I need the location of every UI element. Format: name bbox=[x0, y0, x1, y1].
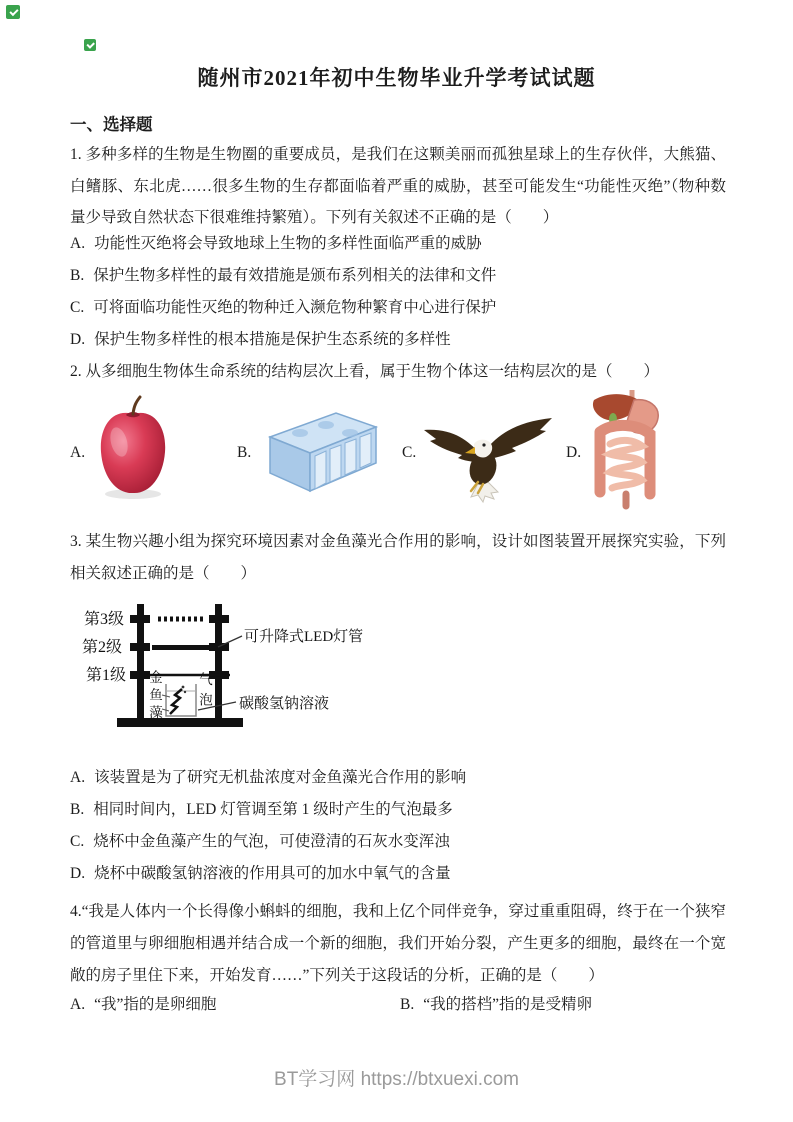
stand-base bbox=[117, 718, 243, 727]
option-label: C. bbox=[70, 833, 85, 850]
q3-option-a bbox=[70, 762, 750, 794]
q4-option-a bbox=[70, 992, 216, 1014]
q2-image-label-a: A. bbox=[70, 444, 86, 461]
option-text: 相同时间内，LED 灯管调至第 1 级时产生的气泡最多 bbox=[93, 801, 453, 818]
option-text: 保护生物多样性的根本措施是保护生态系统的多样性 bbox=[94, 331, 451, 348]
q2-image-label-c: C. bbox=[402, 444, 417, 461]
q3-option-d bbox=[70, 858, 750, 890]
apparatus-drawing bbox=[78, 598, 418, 740]
option-text: 该装置是为了研究无机盐浓度对金鱼藻光合作用的影响 bbox=[94, 769, 467, 786]
led-tube-label: 可升降式LED灯管 bbox=[244, 629, 364, 645]
option-label: D. bbox=[70, 865, 86, 882]
q1-option-a bbox=[70, 228, 750, 260]
option-label: A. bbox=[70, 769, 86, 786]
q4-option-b bbox=[400, 992, 592, 1014]
waterweed-label: 金鱼藻 bbox=[147, 670, 162, 723]
flying-eagle-image bbox=[420, 414, 556, 506]
experiment-apparatus-diagram bbox=[78, 598, 418, 740]
site-watermark: BT学习网 https://btxuexi.com bbox=[274, 1069, 519, 1090]
q3-option-b bbox=[70, 794, 750, 826]
option-label: B. bbox=[70, 267, 85, 284]
level3-label: 第3级 bbox=[84, 611, 125, 628]
solution-label: 碳酸氢钠溶液 bbox=[239, 696, 330, 712]
bubble-label: 气泡 bbox=[197, 672, 212, 713]
q1-option-c bbox=[70, 292, 750, 324]
section-heading: 一、选择题 bbox=[70, 115, 153, 134]
option-label: A. bbox=[70, 996, 86, 1013]
level2-label: 第2级 bbox=[82, 639, 123, 656]
q1-option-b bbox=[70, 260, 750, 292]
human-digestive-system-image bbox=[586, 388, 670, 510]
apple-stem bbox=[133, 397, 140, 414]
led-tube-level2 bbox=[152, 645, 218, 650]
q3-option-c bbox=[70, 826, 750, 858]
q2-image-label-b: B. bbox=[237, 444, 252, 461]
q1-options bbox=[70, 228, 750, 356]
page-title: 随州市2021年初中生物毕业升学考试试题 bbox=[197, 66, 596, 90]
level1-label: 第1级 bbox=[86, 667, 127, 684]
option-text: “我的搭档”指的是受精卵 bbox=[423, 996, 592, 1013]
option-label: B. bbox=[70, 801, 85, 818]
option-text: 功能性灭绝将会导致地球上生物的多样性面临严重的威胁 bbox=[94, 235, 482, 252]
small-intestine-shape bbox=[610, 440, 642, 488]
option-text: 可将面临功能性灭绝的物种迁入濒危物种繁育中心进行保护 bbox=[93, 299, 497, 316]
green-check-stamp-icon bbox=[84, 39, 96, 51]
option-label: A. bbox=[70, 235, 86, 252]
option-text: 烧杯中金鱼藻产生的气泡，可使澄清的石灰水变浑浊 bbox=[93, 833, 450, 850]
option-label: B. bbox=[400, 996, 415, 1013]
cell-tissue-block-image bbox=[260, 407, 382, 493]
q3-options bbox=[70, 762, 750, 890]
option-label: D. bbox=[70, 331, 86, 348]
green-check-stamp-icon bbox=[6, 5, 20, 19]
red-apple-image bbox=[93, 394, 173, 500]
option-label: C. bbox=[70, 299, 85, 316]
q3-stem: 3. 某生物兴趣小组为探究环境因素对金鱼藻光合作用的影响，设计如图装置开展探究实验，下列相关叙述正确的是（ ） bbox=[70, 533, 726, 582]
q2-image-label-d: D. bbox=[566, 444, 582, 461]
option-text: “我”指的是卵细胞 bbox=[94, 996, 217, 1013]
option-text: 保护生物多样性的最有效措施是颁布系列相关的法律和文件 bbox=[93, 267, 497, 284]
q1-stem: 1. 多种多样的生物是生物圈的重要成员，是我们在这颗美丽而孤独星球上的生存伙伴，大熊猫、白鳍豚、东北虎……很多生物的生存都面临着严重的威胁，甚至可能发生“功能性灭绝”（物种数量少导致自然状态下很难维持繁殖）。下列有关叙述不正确的是（ ） bbox=[70, 146, 726, 226]
option-text: 烧杯中碳酸氢钠溶液的作用具可的加水中氧气的含量 bbox=[94, 865, 451, 882]
waterweed-shape bbox=[170, 689, 182, 714]
q4-stem: 4.“我是人体内一个长得像小蝌蚪的细胞，我和上亿个同伴竞争，穿过重重阻碍，终于在一个狭窄的管道里与卵细胞相遇并结合成一个新的细胞，我们开始分裂，产生更多的细胞，最终在一个宽敞的房子里住下来，开始发育……”下列关于这段话的分析，正确的是（ ） bbox=[70, 903, 726, 984]
q1-option-d bbox=[70, 324, 750, 356]
q2-stem: 2. 从多细胞生物体生命系统的结构层次上看，属于生物个体这一结构层次的是（ ） bbox=[70, 363, 660, 380]
